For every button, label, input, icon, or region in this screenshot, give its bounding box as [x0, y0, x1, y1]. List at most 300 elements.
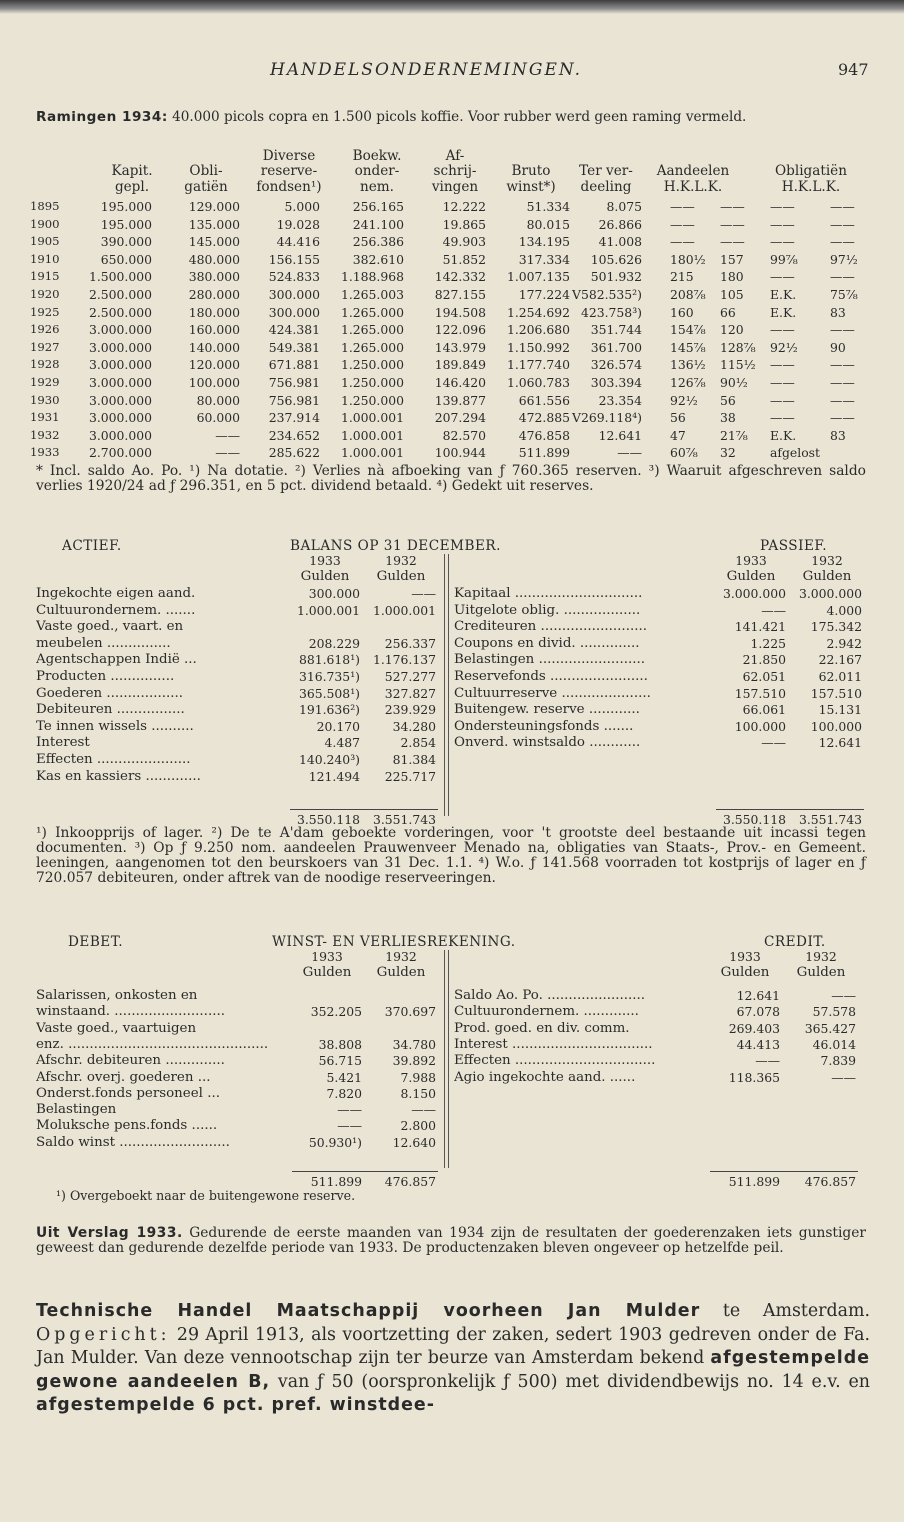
actief-row-label: Producten ...............	[36, 669, 175, 684]
oblig-hoog-cell: ——	[770, 410, 795, 426]
aand-hoog-cell: 145⅞	[670, 339, 706, 355]
aand-hoog-cell: 56	[670, 410, 686, 426]
total-rule	[292, 1171, 438, 1172]
passief-value-current: 21.850	[742, 652, 786, 668]
aand-hoog-cell: 160	[670, 304, 694, 320]
kapitaal-cell: 390.000	[100, 234, 152, 250]
afschrijving-cell: 189.849	[434, 357, 486, 373]
year-header: 1933	[311, 949, 343, 964]
actief-row-label: Cultuurondernem. .......	[36, 602, 196, 618]
actief-row-label: Vaste goed., vaart. en	[36, 619, 184, 635]
unit-header: Gulden	[726, 569, 776, 584]
credit-value-prior: 7.839	[820, 1053, 856, 1069]
page-edge-shadow	[0, 0, 904, 14]
oblig-hoog-cell: ——	[770, 216, 795, 232]
year-cell: 1929	[30, 375, 60, 389]
unit-header: Gulden	[376, 965, 426, 980]
boekwaarde-cell: 1.265.000	[340, 322, 404, 338]
header-boekwaarde: nem.	[359, 179, 394, 195]
afschrijving-cell: 49.903	[442, 234, 486, 250]
credit-row-label: Effecten .................................	[454, 1053, 656, 1069]
oblig-laag-cell: ——	[830, 199, 855, 214]
debet-value-current: 7.820	[326, 1085, 362, 1101]
debet-value-prior: 12.640	[392, 1134, 436, 1150]
passief-value-prior: 2.942	[826, 635, 862, 651]
actief-value-prior: 1.176.137	[372, 652, 436, 668]
actief-value-current: 365.508¹)	[298, 685, 360, 701]
credit-value-current: ——	[755, 1053, 780, 1069]
aand-hoog-cell: 215	[670, 269, 694, 285]
actief-value-prior: 81.384	[392, 752, 436, 767]
actief-row-label: Effecten ......................	[36, 752, 191, 767]
year-header: 1933	[729, 949, 761, 964]
passief-value-prior: 22.167	[818, 652, 862, 668]
boekwaarde-cell: 1.250.000	[340, 375, 404, 390]
year-cell: 1895	[30, 199, 60, 213]
bruto-winst-cell: 51.334	[526, 199, 570, 214]
boekwaarde-cell: 382.610	[352, 251, 404, 267]
debet-value-prior: 39.892	[392, 1053, 436, 1069]
actief-value-prior: 1.000.001	[372, 602, 436, 618]
actief-value-prior: ——	[411, 586, 436, 601]
passief-value-prior: 175.342	[810, 619, 862, 635]
balans-title: BALANS OP 31 DECEMBER.	[290, 538, 501, 554]
obligaties-cell: ——	[215, 445, 240, 461]
obligaties-cell: ——	[215, 427, 240, 443]
bruto-winst-cell: 1.177.740	[506, 357, 570, 373]
boekwaarde-cell: 1.265.003	[340, 287, 404, 302]
passief-value-prior: 12.641	[818, 735, 862, 751]
oblig-hoog-cell: 92½	[770, 339, 798, 355]
actief-value-current: 4.487	[324, 735, 360, 751]
boekwaarde-cell: 1.000.001	[340, 445, 404, 461]
credit-total-current: 511.899	[728, 1174, 780, 1189]
reserve-cell: 44.416	[276, 234, 320, 250]
oblig-hoog-cell: ——	[770, 269, 795, 285]
reserve-cell: 549.381	[268, 339, 320, 355]
bruto-winst-cell: 177.224	[518, 287, 570, 302]
company-name: Technische Handel Maatschappij voorheen Jan Mulder	[36, 1301, 701, 1321]
boekwaarde-cell: 256.386	[352, 234, 404, 250]
obligaties-cell: 120.000	[188, 357, 240, 373]
boekwaarde-cell: 1.188.968	[340, 269, 404, 285]
actief-value-prior: 34.280	[392, 718, 436, 734]
boekwaarde-cell: 1.265.000	[340, 304, 404, 320]
oblig-hoog-cell: 99⅞	[770, 251, 798, 267]
reserve-cell: 156.155	[268, 251, 320, 267]
header-obligaties: gatiën	[184, 179, 228, 195]
debet-value-prior: 2.800	[400, 1118, 436, 1134]
company-text-1: te Amsterdam.	[700, 1301, 870, 1321]
verslag-text: Gedurende de eerste maanden van 1934 zijn de resultaten der goederenzaken iets gunstiger geweest dan gedurende dezelfde periode van 1933. De productenzaken bleven ongeveer op hetzelfde peil.	[36, 1225, 866, 1256]
actief-value-current: 191.636²)	[298, 702, 360, 718]
obligaties-cell: 129.000	[188, 199, 240, 214]
ter-verdeeling-cell: 8.075	[606, 199, 642, 214]
obligaties-cell: 280.000	[188, 287, 240, 302]
year-cell: 1933	[30, 445, 60, 460]
ter-verdeeling-cell: 303.394	[590, 375, 642, 390]
aand-hoog-cell: ——	[670, 216, 695, 232]
debet-total-current: 511.899	[310, 1174, 362, 1189]
debet-row-label: winstaand. ..........................	[36, 1004, 225, 1020]
aand-hoog-cell: 92½	[670, 392, 698, 408]
oblig-laag-cell: ——	[830, 269, 855, 285]
passief-value-prior: 3.000.000	[798, 586, 862, 601]
aand-hoog-cell: 47	[670, 427, 686, 443]
passief-value-prior: 100.000	[810, 718, 862, 734]
obligaties-cell: 145.000	[188, 234, 240, 250]
actief-row-label: Debiteuren ................	[36, 702, 185, 718]
actief-value-prior: 327.827	[384, 685, 436, 701]
ter-verdeeling-cell: V269.118⁴)	[572, 410, 642, 426]
obligaties-cell: 160.000	[188, 322, 240, 338]
verslag-paragraph	[36, 1226, 866, 1256]
header-title: HANDELSONDERNEMINGEN.	[270, 60, 583, 80]
column-divider	[444, 554, 445, 816]
oblig-hoog-cell: ——	[770, 234, 795, 250]
year-cell: 1930	[30, 392, 60, 407]
header-diverse: reserve-	[260, 163, 318, 179]
oblig-laag-cell: 75⅞	[830, 287, 858, 302]
credit-row-label: Saldo Ao. Po. .......................	[454, 988, 646, 1003]
credit-total-prior: 476.857	[804, 1174, 856, 1189]
actief-value-prior: 2.854	[400, 735, 436, 751]
passief-value-current: ——	[761, 602, 786, 618]
debet-row-label: enz. ...............................................	[36, 1036, 269, 1052]
aand-hoog-cell: 126⅞	[670, 375, 706, 390]
header-afschrijvingen: Af-	[445, 148, 465, 164]
aand-laag-cell: ——	[720, 234, 745, 250]
oblig-laag-cell: 83	[830, 304, 846, 320]
oblig-laag-cell: ——	[830, 375, 855, 390]
actief-value-current: 300.000	[308, 586, 360, 601]
header-boekwaarde: onder-	[354, 163, 400, 179]
kapitaal-cell: 650.000	[100, 251, 152, 267]
passief-value-current: 3.000.000	[722, 586, 786, 601]
credit-value-prior: 46.014	[812, 1036, 856, 1052]
oblig-hoog-cell: ——	[770, 357, 795, 373]
passief-value-current: 62.051	[742, 669, 786, 684]
passief-row-label: Cultuurreserve .....................	[454, 685, 651, 701]
kapitaal-cell: 3.000.000	[88, 339, 152, 355]
bruto-winst-cell: 661.556	[518, 392, 570, 408]
actief-value-prior: 256.337	[384, 635, 436, 651]
afschrijving-cell: 143.979	[434, 339, 486, 355]
passief-value-current: ——	[761, 735, 786, 751]
boekwaarde-cell: 1.250.000	[340, 392, 404, 408]
aand-laag-cell: 157	[720, 251, 744, 267]
oblig-hoog-cell: E.K.	[770, 304, 797, 320]
passief-value-prior: 15.131	[818, 702, 862, 718]
aand-laag-cell: 66	[720, 304, 736, 320]
verslag-label: Uit Verslag 1933.	[36, 1225, 183, 1241]
header-aandeelen: Aandeelen	[656, 163, 730, 179]
profit-loss-footnote: ¹) Overgeboekt naar de buitengewone reserve.	[56, 1188, 356, 1203]
bruto-winst-cell: 511.899	[518, 445, 570, 461]
header-boekwaarde: Boekw.	[352, 148, 402, 164]
passief-value-current: 100.000	[734, 718, 786, 734]
actief-value-current: 121.494	[308, 768, 360, 784]
debet-value-prior: 8.150	[400, 1085, 436, 1101]
reserve-cell: 300.000	[268, 304, 320, 320]
total-rule	[290, 809, 438, 810]
year-header: 1933	[309, 553, 341, 568]
company-text-2: 29 April 1913, als voortzetting der zaken, sedert 1903 gedreven onder de Fa. Jan Mulder. Van deze vennootschap zijn ter beurze van Amsterdam bekend	[36, 1324, 870, 1369]
year-cell: 1900	[30, 216, 60, 231]
total-rule	[716, 809, 864, 810]
debet-row-label: Onderst.fonds personeel ...	[36, 1085, 220, 1101]
passief-row-label: Crediteuren .........................	[454, 619, 647, 635]
oblig-hoog-cell: ——	[770, 375, 795, 390]
year-cell: 1925	[30, 304, 60, 319]
column-divider	[448, 554, 449, 816]
raming-paragraph	[36, 110, 866, 125]
unit-header: Gulden	[720, 965, 770, 980]
passief-row-label: Reservefonds .......................	[454, 669, 648, 684]
credit-value-current: 67.078	[736, 1004, 780, 1020]
obligaties-cell: 135.000	[188, 216, 240, 232]
obligaties-cell: 480.000	[188, 251, 240, 267]
reserve-cell: 234.652	[268, 427, 320, 443]
header-obligatien: Obligatiën	[775, 163, 847, 179]
passief-value-current: 157.510	[734, 685, 786, 701]
actief-value-current: 208.229	[308, 635, 360, 651]
actief-value-prior: 239.929	[384, 702, 436, 718]
year-cell: 1920	[30, 287, 60, 301]
ter-verdeeling-cell: 361.700	[590, 339, 642, 355]
unit-header: Gulden	[376, 569, 426, 584]
actief-title: ACTIEF.	[62, 538, 122, 554]
kapitaal-cell: 1.500.000	[88, 269, 152, 285]
oblig-hoog-cell: ——	[770, 322, 795, 338]
kapitaal-cell: 3.000.000	[88, 427, 152, 443]
aand-laag-cell: 32	[720, 445, 736, 461]
debet-value-current: 50.930¹)	[308, 1134, 362, 1150]
reserve-cell: 671.881	[268, 357, 320, 373]
year-cell: 1926	[30, 322, 60, 337]
aand-laag-cell: 115½	[720, 357, 756, 373]
running-header	[0, 60, 904, 84]
credit-row-label: Prod. goed. en div. comm.	[454, 1020, 630, 1036]
oblig-laag-cell: ——	[830, 357, 855, 373]
unit-header: Gulden	[796, 965, 846, 980]
credit-row-label: Agio ingekochte aand. ......	[454, 1069, 636, 1085]
aand-laag-cell: 56	[720, 392, 736, 408]
year-cell: 1905	[30, 234, 60, 249]
kapitaal-cell: 2.500.000	[88, 304, 152, 320]
year-cell: 1910	[30, 251, 60, 266]
debet-row-label: Vaste goed., vaartuigen	[36, 1020, 197, 1036]
raming-text: 40.000 picols copra en 1.500 picols koffie. Voor rubber werd geen raming vermeld.	[167, 109, 747, 125]
ter-verdeeling-cell: 351.744	[590, 322, 642, 338]
debet-row-label: Saldo winst ..........................	[36, 1134, 230, 1150]
header-ter-verdeeling: Ter ver-	[579, 163, 633, 179]
oblig-laag-cell: 90	[830, 339, 846, 355]
credit-title: CREDIT.	[764, 934, 826, 950]
year-header: 1932	[385, 553, 417, 568]
reserve-cell: 300.000	[268, 287, 320, 302]
aand-hoog-cell: 136½	[670, 357, 706, 373]
kapitaal-cell: 3.000.000	[88, 392, 152, 408]
afschrijving-cell: 100.944	[434, 445, 486, 461]
header-obligaties: Obli-	[189, 163, 223, 179]
actief-value-current: 1.000.001	[296, 602, 360, 618]
ter-verdeeling-cell: 41.008	[598, 234, 642, 250]
year-cell: 1915	[30, 269, 60, 284]
actief-row-label: Goederen ..................	[36, 685, 184, 701]
obligaties-cell: 140.000	[188, 339, 240, 355]
ter-verdeeling-cell: V582.535²)	[572, 287, 642, 302]
year-cell: 1931	[30, 410, 60, 425]
oblig-laag-cell: ——	[830, 322, 855, 338]
credit-value-prior: ——	[831, 1069, 856, 1085]
passief-value-current: 1.225	[750, 635, 786, 651]
actief-value-current: 881.618¹)	[298, 652, 360, 668]
debet-total-prior: 476.857	[384, 1174, 436, 1189]
reserve-cell: 237.914	[268, 410, 320, 426]
winst-title: WINST- EN VERLIESREKENING.	[272, 934, 516, 950]
passief-value-prior: 4.000	[826, 602, 862, 618]
kapitaal-cell: 2.500.000	[88, 287, 152, 302]
aand-hoog-cell: 208⅞	[670, 287, 706, 302]
bruto-winst-cell: 1.206.680	[506, 322, 570, 338]
year-header: 1933	[735, 553, 767, 568]
oblig-laag-cell: ——	[830, 234, 855, 250]
bruto-winst-cell: 80.015	[526, 216, 570, 232]
year-cell: 1928	[30, 357, 60, 372]
afschrijving-cell: 51.852	[442, 251, 486, 267]
debet-value-prior: 7.988	[400, 1069, 436, 1085]
passief-row-label: Uitgelote oblig. ..................	[454, 602, 641, 618]
debet-title: DEBET.	[68, 934, 124, 950]
actief-value-current: 20.170	[316, 718, 360, 734]
afschrijving-cell: 207.294	[434, 410, 486, 426]
column-divider	[444, 950, 445, 1168]
actief-row-label: Interest	[36, 735, 90, 751]
boekwaarde-cell: 1.265.000	[340, 339, 404, 355]
afschrijving-cell: 142.332	[434, 269, 486, 285]
aand-hoog-cell: ——	[670, 199, 695, 214]
history-footnotes: * Incl. saldo Ao. Po. ¹) Na dotatie. ²) Verlies nà afboeking van ƒ 760.365 reserven. ³) Waaruit afgeschreven saldo verlies 1920/24 ad ƒ 296.351, en 5 pct. dividend betaald. ⁴) Gedekt uit reserves.	[36, 463, 866, 494]
passief-row-label: Belastingen .........................	[454, 652, 645, 668]
debet-row-label: Belastingen	[36, 1102, 117, 1118]
debet-value-current: 38.808	[318, 1036, 362, 1052]
aand-hoog-cell: ——	[670, 234, 695, 250]
obligaties-cell: 100.000	[188, 375, 240, 390]
boekwaarde-cell: 1.250.000	[340, 357, 404, 373]
bruto-winst-cell: 317.334	[518, 251, 570, 267]
company-entry	[36, 1300, 870, 1418]
aand-laag-cell: ——	[720, 199, 745, 214]
kapitaal-cell: 3.000.000	[88, 357, 152, 373]
ter-verdeeling-cell: 23.354	[598, 392, 642, 408]
debet-value-current: 56.715	[318, 1053, 362, 1069]
actief-value-prior: 527.277	[384, 669, 436, 684]
passief-title: PASSIEF.	[760, 538, 828, 554]
header-afschrijvingen: schrij-	[433, 163, 477, 179]
credit-row-label: Cultuurondernem. .............	[454, 1004, 639, 1020]
passief-total-prior: 3.551.743	[798, 812, 862, 827]
kapitaal-cell: 3.000.000	[88, 322, 152, 338]
actief-total-prior: 3.551.743	[372, 812, 436, 827]
afschrijving-cell: 146.420	[434, 375, 486, 390]
boekwaarde-cell: 1.000.001	[340, 427, 404, 443]
oblig-laag-cell: ——	[830, 410, 855, 426]
oblig-hoog-cell: E.K.	[770, 287, 797, 302]
passief-row-label: Onverd. winstsaldo ............	[454, 735, 641, 751]
debet-value-current: ——	[337, 1102, 362, 1118]
company-text-3: van ƒ 50 (oorspronkelijk ƒ 500) met dividendbewijs no. 14 e.v. en	[270, 1371, 870, 1392]
header-obligatien: H.K.L.K.	[781, 179, 841, 195]
passief-value-prior: 62.011	[818, 669, 862, 684]
aand-hoog-cell: 60⅞	[670, 445, 698, 461]
bruto-winst-cell: 134.195	[518, 234, 570, 250]
actief-total-current: 3.550.118	[296, 812, 360, 827]
ter-verdeeling-cell: 105.626	[590, 251, 642, 267]
credit-value-current: 44.413	[736, 1036, 780, 1052]
ter-verdeeling-cell: 12.641	[598, 427, 642, 443]
raming-label: Ramingen 1934:	[36, 109, 168, 125]
share-class-b: afgestempelde gewone aandeelen B,	[36, 1348, 870, 1392]
aand-laag-cell: 105	[720, 287, 744, 302]
header-aandeelen: H.K.L.K.	[663, 179, 723, 195]
credit-row-label: Interest .................................	[454, 1036, 653, 1052]
unit-header: Gulden	[300, 569, 350, 584]
ter-verdeeling-cell: 501.932	[590, 269, 642, 285]
actief-value-current: 316.735¹)	[298, 669, 360, 684]
aand-hoog-cell: 154⅞	[670, 322, 706, 338]
debet-value-prior: 370.697	[384, 1004, 436, 1020]
oblig-laag-cell: ——	[830, 216, 855, 232]
debet-value-current: 5.421	[326, 1069, 362, 1085]
actief-value-prior: 225.717	[384, 768, 436, 784]
oblig-hoog-cell: afgelost	[770, 445, 820, 461]
afschrijving-cell: 122.096	[434, 322, 486, 338]
passief-total-current: 3.550.118	[722, 812, 786, 827]
aand-hoog-cell: 180½	[670, 251, 706, 267]
year-header: 1932	[805, 949, 837, 964]
header-diverse: Diverse	[262, 148, 316, 164]
passief-row-label: Ondersteuningsfonds .......	[454, 718, 634, 734]
bruto-winst-cell: 1.150.992	[506, 339, 570, 355]
credit-value-prior: 365.427	[804, 1020, 856, 1036]
actief-row-label: Kas en kassiers .............	[36, 768, 201, 784]
passief-value-current: 141.421	[734, 619, 786, 635]
reserve-cell: 756.981	[268, 392, 320, 408]
afschrijving-cell: 827.155	[434, 287, 486, 302]
reserve-cell: 524.833	[268, 269, 320, 285]
debet-value-prior: ——	[411, 1102, 436, 1118]
reserve-cell: 19.028	[276, 216, 320, 232]
passief-row-label: Kapitaal ..............................	[454, 586, 643, 601]
actief-row-label: Te innen wissels ..........	[36, 718, 194, 734]
opgericht-label: Opgericht:	[36, 1324, 171, 1345]
passief-value-prior: 157.510	[810, 685, 862, 701]
boekwaarde-cell: 1.000.001	[340, 410, 404, 426]
balance-footnotes: ¹) Inkoopprijs of lager. ²) De te A'dam geboekte vorderingen, voor 't grootste deel bestaande uit incassi tegen documenten. ³) Op ƒ 9.250 nom. aandeelen Prauwenveer Menado na, obligaties van Staats-, Prov.- en Gemeent. leeningen, aangenomen tot den beurskoers van 31 Dec. 1.1. ⁴) W.o. ƒ 141.568 voorraden tot kostprijs of lager en ƒ 720.057 debiteuren, onder aftrek van de noodige reserveeringen.	[36, 825, 866, 886]
ter-verdeeling-cell: 26.866	[598, 216, 642, 232]
header-ter-verdeeling: deeling	[580, 179, 632, 195]
ter-verdeeling-cell: 423.758³)	[580, 304, 642, 320]
debet-value-prior: 34.780	[392, 1036, 436, 1052]
kapitaal-cell: 3.000.000	[88, 375, 152, 390]
oblig-hoog-cell: ——	[770, 199, 795, 214]
debet-row-label: Afschr. debiteuren ..............	[36, 1053, 225, 1069]
total-rule	[710, 1171, 858, 1172]
reserve-cell: 424.381	[268, 322, 320, 338]
year-cell: 1927	[30, 339, 60, 354]
bruto-winst-cell: 472.885	[518, 410, 570, 426]
